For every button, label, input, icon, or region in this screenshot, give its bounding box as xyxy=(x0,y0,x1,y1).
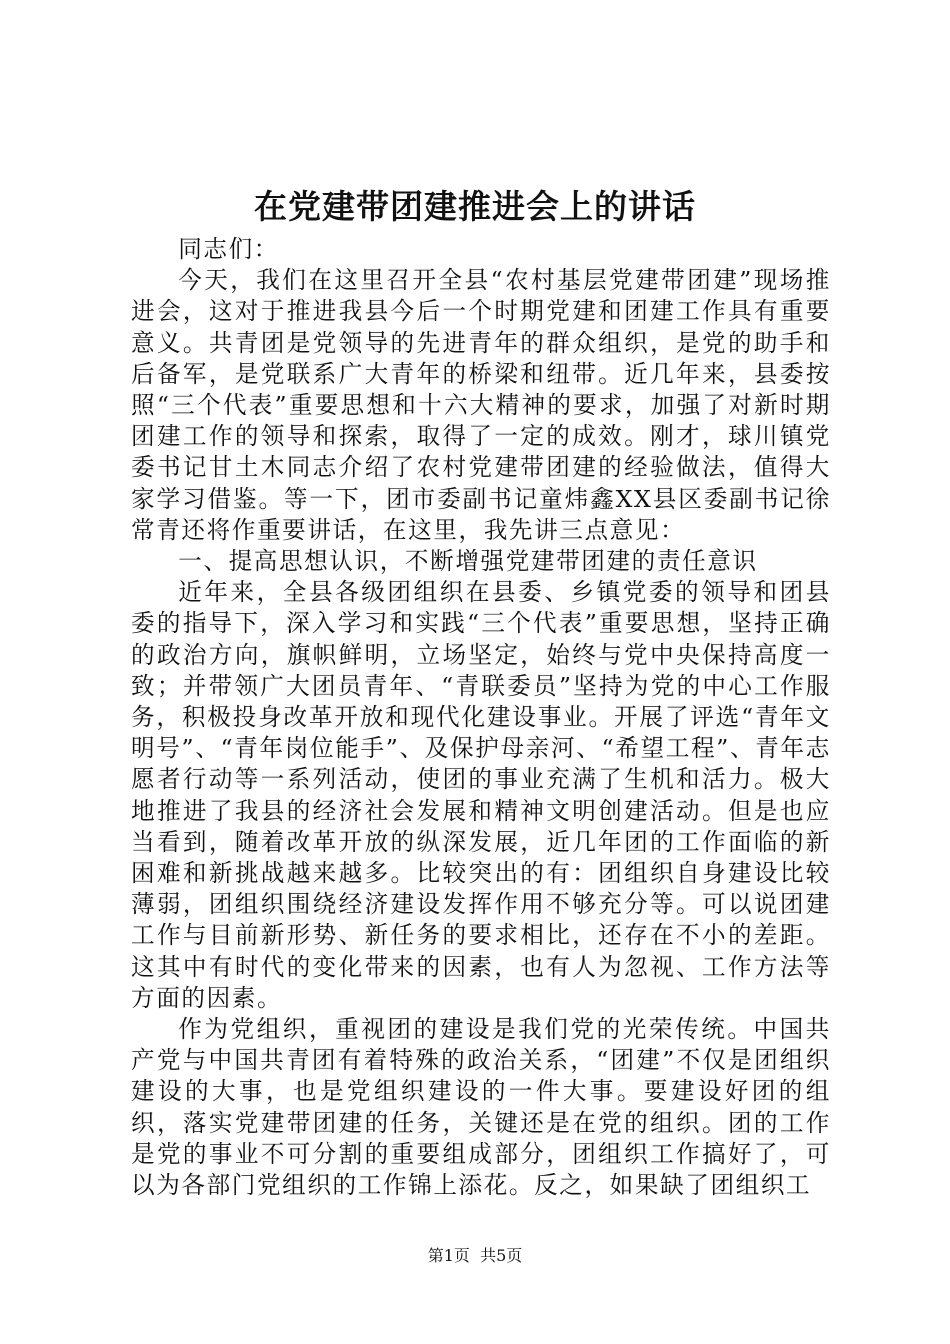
document-body xyxy=(131,234,831,1201)
salutation-paragraph: 同志们： xyxy=(178,235,279,263)
section-heading-1: 一、提高思想认识，不断增强党建带团建的责任意识 xyxy=(178,547,758,576)
intro-paragraph: 今天，我们在这里召开全县“农村基层党建带团建”现场推进会，这对于推进我县今后一个时期党建和团建工作具有重要意义。共青团是党领导的先进青年的群众组织，是党的助手和后备军，是党联系广大青年的桥梁和纽带。近几年来，县委按照“三个代表”重要思想和十六大精神的要求，加强了对新时期团建工作的领导和探索，取得了一定的成效。刚才，球川镇党委书记甘土木同志介绍了农村党建带团建的经验做法，值得大家学习借鉴。等一下，团市委副书记童炜鑫XX县区委副书记徐常青还将作重要讲话，在这里，我先讲三点意见： xyxy=(131,266,831,544)
body-paragraph: 近年来，全县各级团组织在县委、乡镇党委的领导和团县委的指导下，深入学习和实践“三个代表”重要思想，坚持正确的政治方向，旗帜鲜明，立场坚定，始终与党中央保持高度一致；并带领广大团员青年、“青联委员”坚持为党的中心工作服务，积极投身改革开放和现代化建设事业。开展了评选“青年文明号”、“青年岗位能手”、及保护母亲河、“希望工程”、青年志愿者行动等一系列活动，使团的事业充满了生机和活力。极大地推进了我县的经济社会发展和精神文明创建活动。但是也应当看到，随着改革开放的纵深发展，近几年团的工作面临的新困难和新挑战越来越多。比较突出的有：团组织自身建设比较薄弱，团组织围绕经济建设发挥作用不够充分等。可以说团建工作与目前新形势、新任务的要求相比，还存在不小的差距。这其中有时代的变化带来的因素，也有人为忽视、工作方法等方面的因素。 xyxy=(131,578,831,1012)
page-number: 第1页 xyxy=(427,1246,470,1265)
document-title: 在党建带团建推进会上的讲话 xyxy=(254,187,696,226)
page-total: 共5页 xyxy=(480,1246,523,1265)
page-footer xyxy=(0,1244,950,1268)
body-paragraph: 作为党组织，重视团的建设是我们党的光荣传统。中国共产党与中国共青团有着特殊的政治关系，“团建”不仅是团组织建设的大事，也是党组织建设的一件大事。要建设好团的组织，落实党建带团建的任务，关键还是在党的组织。团的工作是党的事业不可分割的重要组成部分，团组织工作搞好了，可以为各部门党组织的工作锦上添花。反之，如果缺了团组织工 xyxy=(131,1015,831,1200)
